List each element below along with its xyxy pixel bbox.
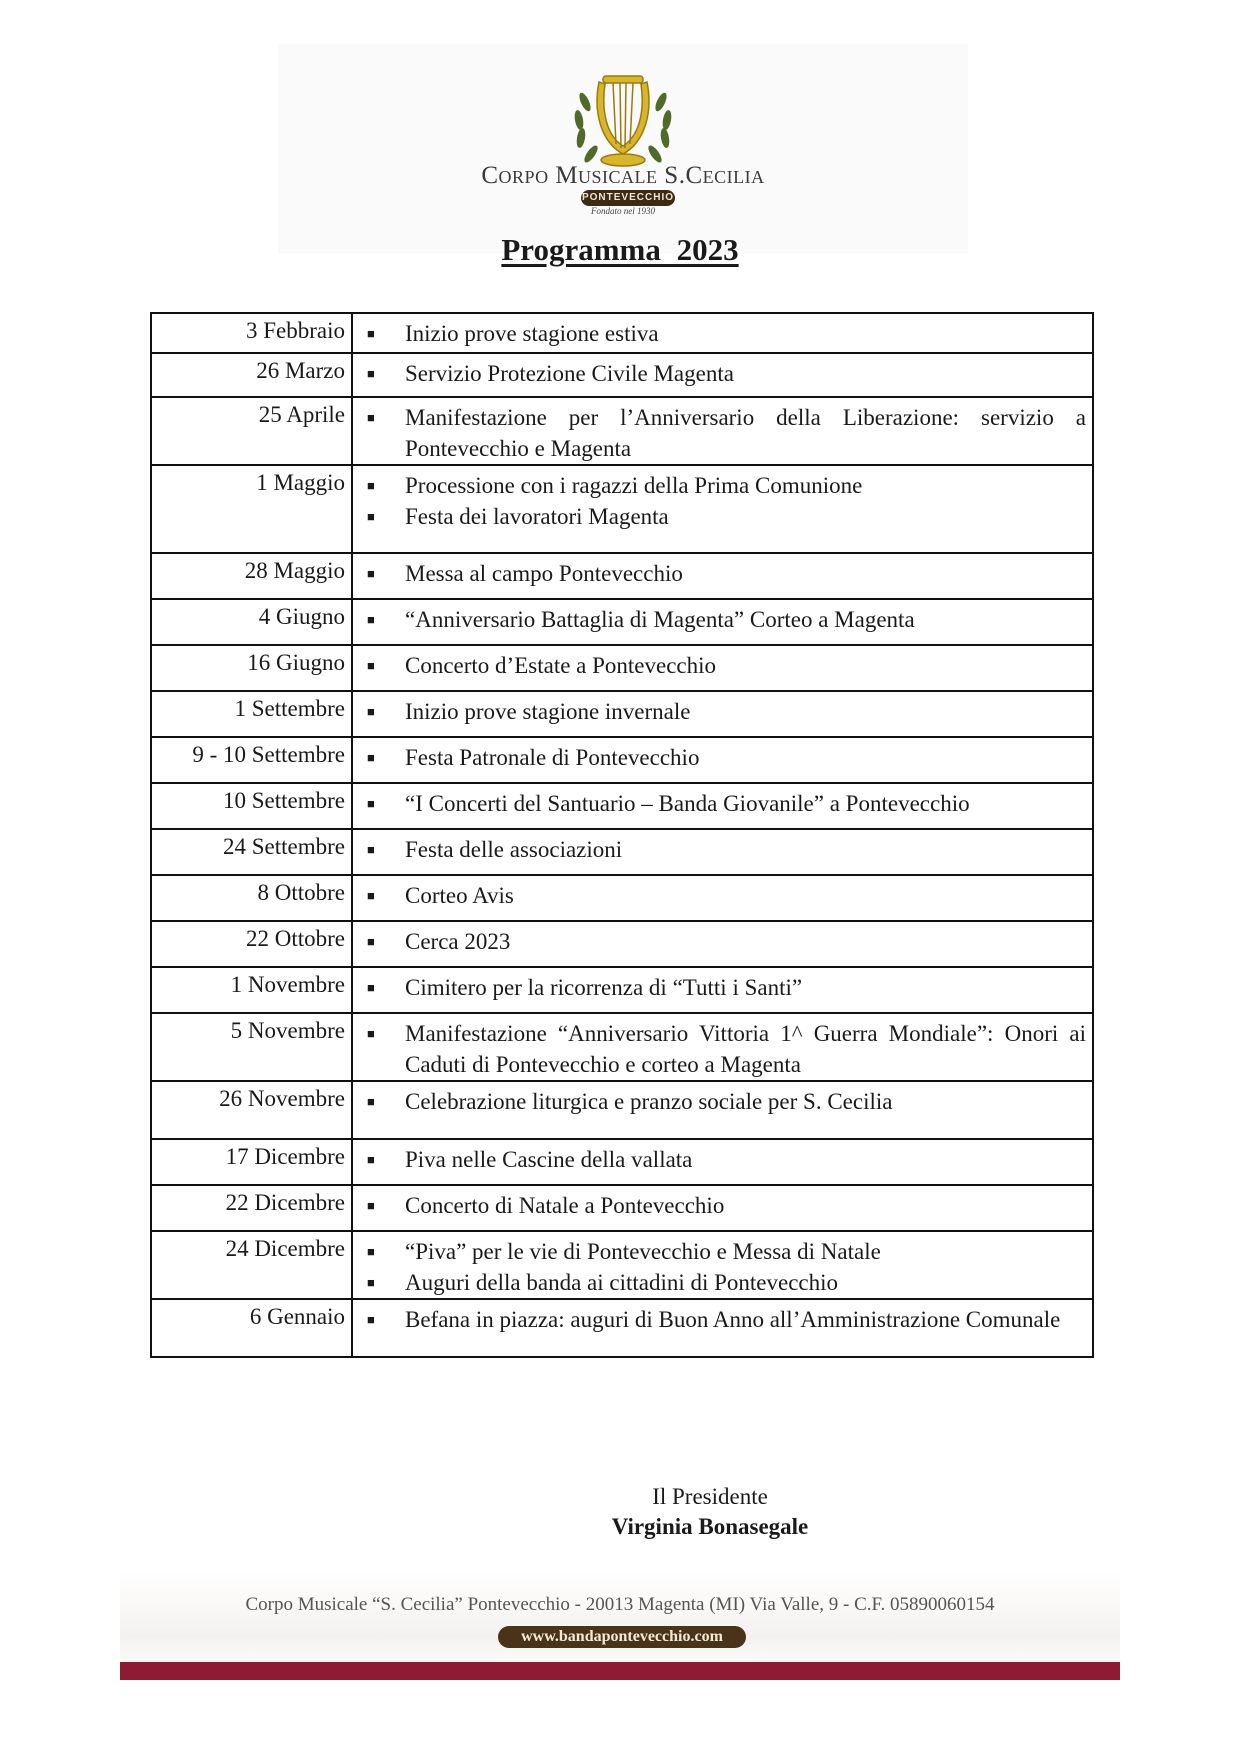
event-date: 1 Maggio bbox=[151, 465, 352, 553]
event-list bbox=[352, 1013, 1093, 1081]
table-row bbox=[151, 553, 1093, 599]
event-list bbox=[352, 783, 1093, 829]
event-item bbox=[367, 1086, 1086, 1117]
event-text: Festa dei lavoratori Magenta bbox=[405, 504, 669, 529]
event-item bbox=[367, 604, 1086, 635]
footer-address: Corpo Musicale “S. Cecilia” Pontevecchio - 20013 Magenta (MI) Via Valle, 9 - C.F. 05890060154 bbox=[245, 1594, 995, 1615]
bullet-icon: ■ bbox=[367, 326, 375, 341]
program-table bbox=[150, 312, 1094, 1358]
page-title: Programma 2023 bbox=[501, 232, 739, 267]
table-row bbox=[151, 353, 1093, 397]
event-text: Concerto di Natale a Pontevecchio bbox=[405, 1193, 725, 1218]
event-date: 1 Novembre bbox=[151, 967, 352, 1013]
event-text: Manifestazione “Anniversario Vittoria 1^ Guerra Mondiale”: Onori ai Caduti di Pontevecchio e corteo a Magenta bbox=[405, 1021, 1086, 1077]
event-item bbox=[367, 1267, 1086, 1298]
table-row bbox=[151, 1299, 1093, 1357]
event-list bbox=[352, 1081, 1093, 1139]
event-text: Concerto d’Estate a Pontevecchio bbox=[405, 653, 717, 678]
event-list bbox=[352, 465, 1093, 553]
event-item bbox=[367, 1018, 1086, 1080]
event-list bbox=[352, 967, 1093, 1013]
event-date: 22 Dicembre bbox=[151, 1185, 352, 1231]
event-item bbox=[367, 1236, 1086, 1267]
event-item bbox=[367, 926, 1086, 957]
org-name: Corpo Musicale S.Cecilia bbox=[481, 162, 765, 189]
bullet-icon: ■ bbox=[367, 1152, 375, 1167]
event-text: Messa al campo Pontevecchio bbox=[405, 561, 683, 586]
event-date: 8 Ottobre bbox=[151, 875, 352, 921]
event-item bbox=[367, 1304, 1086, 1335]
letterhead bbox=[278, 44, 968, 254]
event-date: 24 Dicembre bbox=[151, 1231, 352, 1299]
event-item bbox=[367, 1190, 1086, 1221]
event-item bbox=[367, 470, 1086, 501]
event-text: Piva nelle Cascine della vallata bbox=[405, 1147, 693, 1172]
event-date: 6 Gennaio bbox=[151, 1299, 352, 1357]
table-row bbox=[151, 599, 1093, 645]
event-date: 17 Dicembre bbox=[151, 1139, 352, 1185]
table-row bbox=[151, 465, 1093, 553]
bullet-icon: ■ bbox=[367, 980, 375, 995]
event-text: “Anniversario Battaglia di Magenta” Corteo a Magenta bbox=[405, 607, 915, 632]
logo bbox=[278, 44, 968, 254]
event-item bbox=[367, 558, 1086, 589]
event-date: 10 Settembre bbox=[151, 783, 352, 829]
bullet-icon: ■ bbox=[367, 566, 375, 581]
event-item bbox=[367, 972, 1086, 1003]
bullet-icon: ■ bbox=[367, 1094, 375, 1109]
event-date: 28 Maggio bbox=[151, 553, 352, 599]
event-list bbox=[352, 313, 1093, 353]
table-row bbox=[151, 1185, 1093, 1231]
event-item bbox=[367, 742, 1086, 773]
table-row bbox=[151, 313, 1093, 353]
event-item bbox=[367, 402, 1086, 464]
event-item bbox=[367, 696, 1086, 727]
event-list bbox=[352, 1185, 1093, 1231]
event-list bbox=[352, 553, 1093, 599]
event-text: Festa Patronale di Pontevecchio bbox=[405, 745, 700, 770]
event-list bbox=[352, 737, 1093, 783]
event-item bbox=[367, 650, 1086, 681]
table-row bbox=[151, 967, 1093, 1013]
table-row bbox=[151, 1081, 1093, 1139]
president-label: Il Presidente bbox=[652, 1484, 768, 1509]
table-row bbox=[151, 1013, 1093, 1081]
bullet-icon: ■ bbox=[367, 1198, 375, 1213]
event-text: Befana in piazza: auguri di Buon Anno all’Amministrazione Comunale bbox=[405, 1307, 1061, 1332]
event-text: Auguri della banda ai cittadini di Pontevecchio bbox=[405, 1270, 839, 1295]
event-date: 1 Settembre bbox=[151, 691, 352, 737]
bullet-icon: ■ bbox=[367, 1026, 375, 1041]
bullet-icon: ■ bbox=[367, 750, 375, 765]
bullet-icon: ■ bbox=[367, 796, 375, 811]
bullet-icon: ■ bbox=[367, 478, 375, 493]
event-list bbox=[352, 1139, 1093, 1185]
bullet-icon: ■ bbox=[367, 509, 375, 524]
footer-color-bar bbox=[120, 1662, 1120, 1680]
org-founded: Fondato nel 1930 bbox=[591, 206, 655, 216]
bullet-icon: ■ bbox=[367, 658, 375, 673]
president-name: Virginia Bonasegale bbox=[611, 1514, 809, 1539]
event-date: 9 - 10 Settembre bbox=[151, 737, 352, 783]
event-date: 4 Giugno bbox=[151, 599, 352, 645]
event-date: 16 Giugno bbox=[151, 645, 352, 691]
event-list bbox=[352, 829, 1093, 875]
bullet-icon: ■ bbox=[367, 366, 375, 381]
table-row bbox=[151, 921, 1093, 967]
event-text: Cimitero per la ricorrenza di “Tutti i Santi” bbox=[405, 975, 803, 1000]
bullet-icon: ■ bbox=[367, 410, 375, 425]
bullet-icon: ■ bbox=[367, 842, 375, 857]
table-row bbox=[151, 691, 1093, 737]
event-list bbox=[352, 875, 1093, 921]
table-row bbox=[151, 875, 1093, 921]
table-row bbox=[151, 829, 1093, 875]
event-text: Inizio prove stagione invernale bbox=[405, 699, 691, 724]
event-text: Celebrazione liturgica e pranzo sociale per S. Cecilia bbox=[405, 1089, 893, 1114]
event-date: 22 Ottobre bbox=[151, 921, 352, 967]
bullet-icon: ■ bbox=[367, 1312, 375, 1327]
event-text: “I Concerti del Santuario – Banda Giovanile” a Pontevecchio bbox=[405, 791, 970, 816]
event-list bbox=[352, 691, 1093, 737]
event-date: 5 Novembre bbox=[151, 1013, 352, 1081]
event-item bbox=[367, 788, 1086, 819]
event-item bbox=[367, 501, 1086, 532]
event-item bbox=[367, 358, 1086, 389]
event-list bbox=[352, 397, 1093, 465]
table-row bbox=[151, 1231, 1093, 1299]
event-list bbox=[352, 353, 1093, 397]
event-date: 26 Novembre bbox=[151, 1081, 352, 1139]
bullet-icon: ■ bbox=[367, 1275, 375, 1290]
event-text: “Piva” per le vie di Pontevecchio e Messa di Natale bbox=[405, 1239, 881, 1264]
event-date: 24 Settembre bbox=[151, 829, 352, 875]
table-row bbox=[151, 783, 1093, 829]
event-list bbox=[352, 1231, 1093, 1299]
event-text: Manifestazione per l’Anniversario della Liberazione: servizio a Pontevecchio e Magenta bbox=[405, 405, 1086, 461]
event-text: Processione con i ragazzi della Prima Comunione bbox=[405, 473, 863, 498]
bullet-icon: ■ bbox=[367, 1244, 375, 1259]
event-item bbox=[367, 1144, 1086, 1175]
table-row bbox=[151, 1139, 1093, 1185]
table-row bbox=[151, 645, 1093, 691]
bullet-icon: ■ bbox=[367, 888, 375, 903]
table-row bbox=[151, 737, 1093, 783]
event-list bbox=[352, 921, 1093, 967]
bullet-icon: ■ bbox=[367, 612, 375, 627]
bullet-icon: ■ bbox=[367, 704, 375, 719]
event-item bbox=[367, 834, 1086, 865]
table-row bbox=[151, 397, 1093, 465]
event-item bbox=[367, 318, 1086, 349]
footer-website-link[interactable]: www.bandapontevecchio.com bbox=[498, 1626, 746, 1648]
event-text: Corteo Avis bbox=[405, 883, 514, 908]
event-item bbox=[367, 880, 1086, 911]
org-location-badge: PONTEVECCHIO bbox=[581, 190, 675, 206]
event-text: Servizio Protezione Civile Magenta bbox=[405, 361, 734, 386]
event-date: 25 Aprile bbox=[151, 397, 352, 465]
event-date: 3 Febbraio bbox=[151, 313, 352, 353]
event-list bbox=[352, 599, 1093, 645]
event-date: 26 Marzo bbox=[151, 353, 352, 397]
bullet-icon: ■ bbox=[367, 934, 375, 949]
event-text: Inizio prove stagione estiva bbox=[405, 321, 659, 346]
event-list bbox=[352, 1299, 1093, 1357]
event-text: Cerca 2023 bbox=[405, 929, 511, 954]
event-list bbox=[352, 645, 1093, 691]
event-text: Festa delle associazioni bbox=[405, 837, 623, 862]
